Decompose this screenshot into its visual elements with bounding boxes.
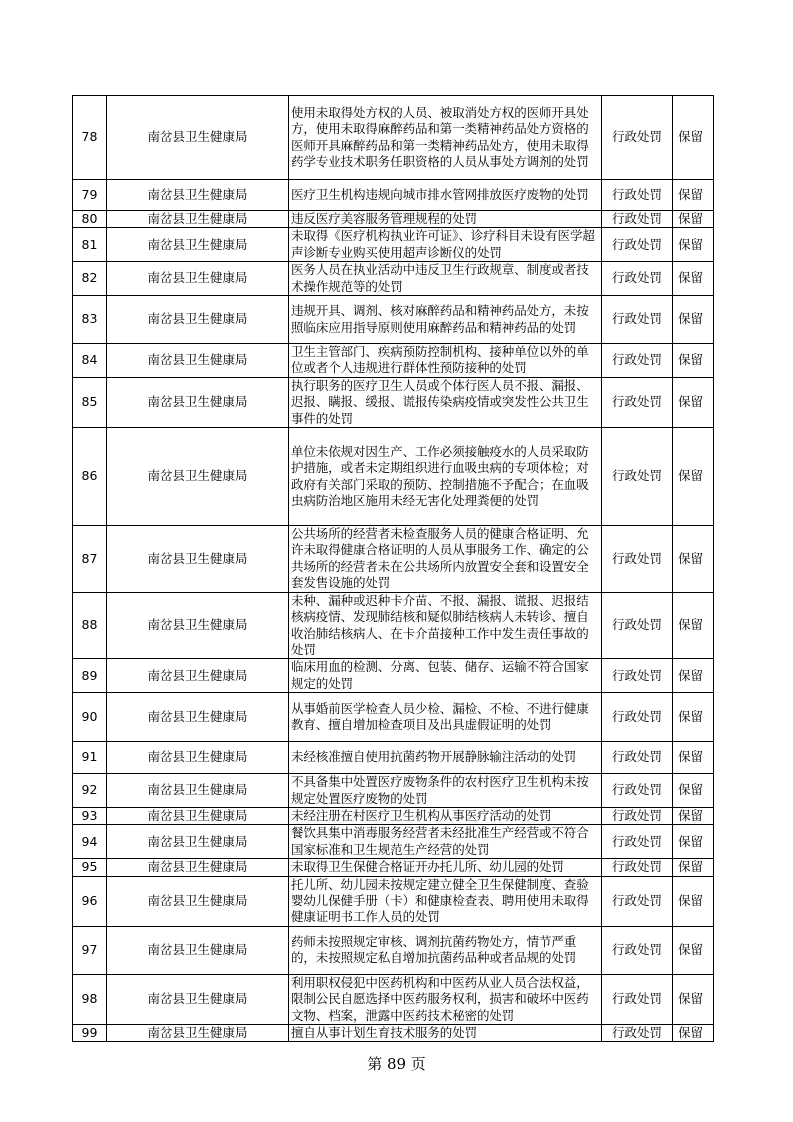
item-description: 擅自从事计划生育技术服务的处罚 [289,1025,602,1042]
table-row [73,742,714,774]
table-row [73,228,714,262]
item-type: 行政处罚 [602,659,673,693]
row-number: 87 [73,526,107,593]
page-number: 第 89 页 [367,1055,426,1073]
row-number: 88 [73,592,107,659]
item-status: 保留 [673,377,714,427]
item-description: 临床用血的检测、分离、包装、储存、运输不符合国家规定的处罚 [289,659,602,693]
item-description: 执行职务的医疗卫生人员或个体行医人员不报、漏报、迟报、瞒报、缓报、谎报传染病疫情或突发性公共卫生事件的处罚 [289,377,602,427]
table-row [73,96,714,180]
table-row [73,659,714,693]
item-status: 保留 [673,344,714,378]
department-name: 南岔县卫生健康局 [107,859,289,876]
item-description: 未取得《医疗机构执业许可证》、诊疗科目未设有医学超声诊断专业购买使用超声诊断仪的处罚 [289,228,602,262]
item-description: 餐饮具集中消毒服务经营者未经批准生产经营或不符合国家标准和卫生规范生产经营的处罚 [289,825,602,859]
item-type: 行政处罚 [602,876,673,926]
department-name: 南岔县卫生健康局 [107,296,289,344]
table-row [73,262,714,296]
item-description: 未种、漏种或迟种卡介苗、不报、漏报、谎报、迟报结核病疫情、发现肺结核和疑似肺结核病人未转诊、擅自收治肺结核病人、在卡介苗接种工作中发生责任事故的处罚 [289,592,602,659]
department-name: 南岔县卫生健康局 [107,774,289,808]
table-row [73,180,714,211]
row-number: 97 [73,926,107,974]
department-name: 南岔县卫生健康局 [107,228,289,262]
item-type: 行政处罚 [602,296,673,344]
item-description: 未经核准擅自使用抗菌药物开展静脉输注活动的处罚 [289,742,602,774]
item-status: 保留 [673,825,714,859]
item-description: 未取得卫生保健合格证开办托儿所、幼儿园的处罚 [289,859,602,876]
item-status: 保留 [673,180,714,211]
table-row [73,807,714,824]
department-name: 南岔县卫生健康局 [107,807,289,824]
item-status: 保留 [673,659,714,693]
row-number: 89 [73,659,107,693]
item-status: 保留 [673,262,714,296]
item-status: 保留 [673,1025,714,1042]
table-row [73,344,714,378]
row-number: 82 [73,262,107,296]
item-status: 保留 [673,774,714,808]
department-name: 南岔县卫生健康局 [107,742,289,774]
item-description: 未经注册在村医疗卫生机构从事医疗活动的处罚 [289,807,602,824]
row-number: 90 [73,693,107,742]
item-type: 行政处罚 [602,1025,673,1042]
row-number: 92 [73,774,107,808]
item-type: 行政处罚 [602,742,673,774]
table-row [73,859,714,876]
item-status: 保留 [673,974,714,1024]
department-name: 南岔县卫生健康局 [107,876,289,926]
department-name: 南岔县卫生健康局 [107,211,289,228]
table-row [73,774,714,808]
item-status: 保留 [673,926,714,974]
item-type: 行政处罚 [602,344,673,378]
item-type: 行政处罚 [602,693,673,742]
item-status: 保留 [673,876,714,926]
item-status: 保留 [673,428,714,526]
row-number: 93 [73,807,107,824]
table-row [73,876,714,926]
item-description: 使用未取得处方权的人员、被取消处方权的医师开具处方，使用未取得麻醉药品和第一类精神药品处方资格的医师开具麻醉药品和第一类精神药品处方，使用未取得药学专业技术职务任职资格的人员从事处方调剂的处罚 [289,96,602,180]
item-type: 行政处罚 [602,262,673,296]
item-description: 不具备集中处置医疗废物条件的农村医疗卫生机构未按规定处置医疗废物的处罚 [289,774,602,808]
table-row [73,296,714,344]
row-number: 94 [73,825,107,859]
item-status: 保留 [673,96,714,180]
item-status: 保留 [673,693,714,742]
row-number: 85 [73,377,107,427]
item-description: 利用职权侵犯中医药机构和中医药从业人员合法权益，限制公民自愿选择中医药服务权利，损害和破坏中医药文物、档案，泄露中医药技术秘密的处罚 [289,974,602,1024]
department-name: 南岔县卫生健康局 [107,592,289,659]
item-type: 行政处罚 [602,807,673,824]
item-type: 行政处罚 [602,926,673,974]
item-type: 行政处罚 [602,859,673,876]
item-description: 医务人员在执业活动中违反卫生行政规章、制度或者技术操作规范等的处罚 [289,262,602,296]
department-name: 南岔县卫生健康局 [107,344,289,378]
department-name: 南岔县卫生健康局 [107,96,289,180]
item-status: 保留 [673,859,714,876]
item-description: 药师未按照规定审核、调剂抗菌药物处方，情节严重的，未按照规定私自增加抗菌药品种或者品规的处罚 [289,926,602,974]
item-status: 保留 [673,228,714,262]
table-row [73,526,714,593]
item-status: 保留 [673,807,714,824]
item-type: 行政处罚 [602,377,673,427]
item-description: 单位未依规对因生产、工作必须接触疫水的人员采取防护措施，或者未定期组织进行血吸虫病的专项体检；对政府有关部门采取的预防、控制措施不予配合；在血吸虫病防治地区施用未经无害化处理粪便的处罚 [289,428,602,526]
item-description: 托儿所、幼儿园未按规定建立健全卫生保健制度、查验婴幼儿保健手册（卡）和健康检查表、聘用使用未取得健康证明书工作人员的处罚 [289,876,602,926]
item-type: 行政处罚 [602,974,673,1024]
enforcement-items-table [72,95,714,1042]
table-row [73,1025,714,1042]
item-description: 违规开具、调剂、核对麻醉药品和精神药品处方，未按照临床应用指导原则使用麻醉药品和精神药品的处罚 [289,296,602,344]
row-number: 96 [73,876,107,926]
item-type: 行政处罚 [602,211,673,228]
item-status: 保留 [673,592,714,659]
department-name: 南岔县卫生健康局 [107,526,289,593]
row-number: 95 [73,859,107,876]
row-number: 86 [73,428,107,526]
item-type: 行政处罚 [602,428,673,526]
item-description: 卫生主管部门、疾病预防控制机构、接种单位以外的单位或者个人违规进行群体性预防接种的处罚 [289,344,602,378]
row-number: 84 [73,344,107,378]
item-description: 从事婚前医学检查人员少检、漏检、不检、不进行健康教育、擅自增加检查项目及出具虚假证明的处罚 [289,693,602,742]
row-number: 78 [73,96,107,180]
row-number: 79 [73,180,107,211]
item-type: 行政处罚 [602,825,673,859]
item-status: 保留 [673,211,714,228]
table-row [73,693,714,742]
row-number: 83 [73,296,107,344]
table-row [73,377,714,427]
item-status: 保留 [673,296,714,344]
department-name: 南岔县卫生健康局 [107,659,289,693]
department-name: 南岔县卫生健康局 [107,693,289,742]
department-name: 南岔县卫生健康局 [107,428,289,526]
table-row [73,825,714,859]
department-name: 南岔县卫生健康局 [107,262,289,296]
department-name: 南岔县卫生健康局 [107,377,289,427]
row-number: 91 [73,742,107,774]
item-type: 行政处罚 [602,228,673,262]
table-row [73,926,714,974]
table-body [73,96,714,1042]
row-number: 81 [73,228,107,262]
department-name: 南岔县卫生健康局 [107,825,289,859]
row-number: 80 [73,211,107,228]
item-type: 行政处罚 [602,180,673,211]
row-number: 99 [73,1025,107,1042]
table-row [73,211,714,228]
table-row [73,428,714,526]
department-name: 南岔县卫生健康局 [107,974,289,1024]
item-type: 行政处罚 [602,592,673,659]
row-number: 98 [73,974,107,1024]
item-status: 保留 [673,742,714,774]
item-description: 公共场所的经营者未检查服务人员的健康合格证明、允许未取得健康合格证明的人员从事服务工作、确定的公共场所的经营者未在公共场所内放置安全套和设置安全套发售设施的处罚 [289,526,602,593]
item-description: 医疗卫生机构违规向城市排水管网排放医疗废物的处罚 [289,180,602,211]
item-status: 保留 [673,526,714,593]
table-row [73,592,714,659]
item-type: 行政处罚 [602,774,673,808]
department-name: 南岔县卫生健康局 [107,926,289,974]
department-name: 南岔县卫生健康局 [107,1025,289,1042]
item-type: 行政处罚 [602,96,673,180]
department-name: 南岔县卫生健康局 [107,180,289,211]
item-type: 行政处罚 [602,526,673,593]
item-description: 违反医疗美容服务管理规程的处罚 [289,211,602,228]
table-row [73,974,714,1024]
